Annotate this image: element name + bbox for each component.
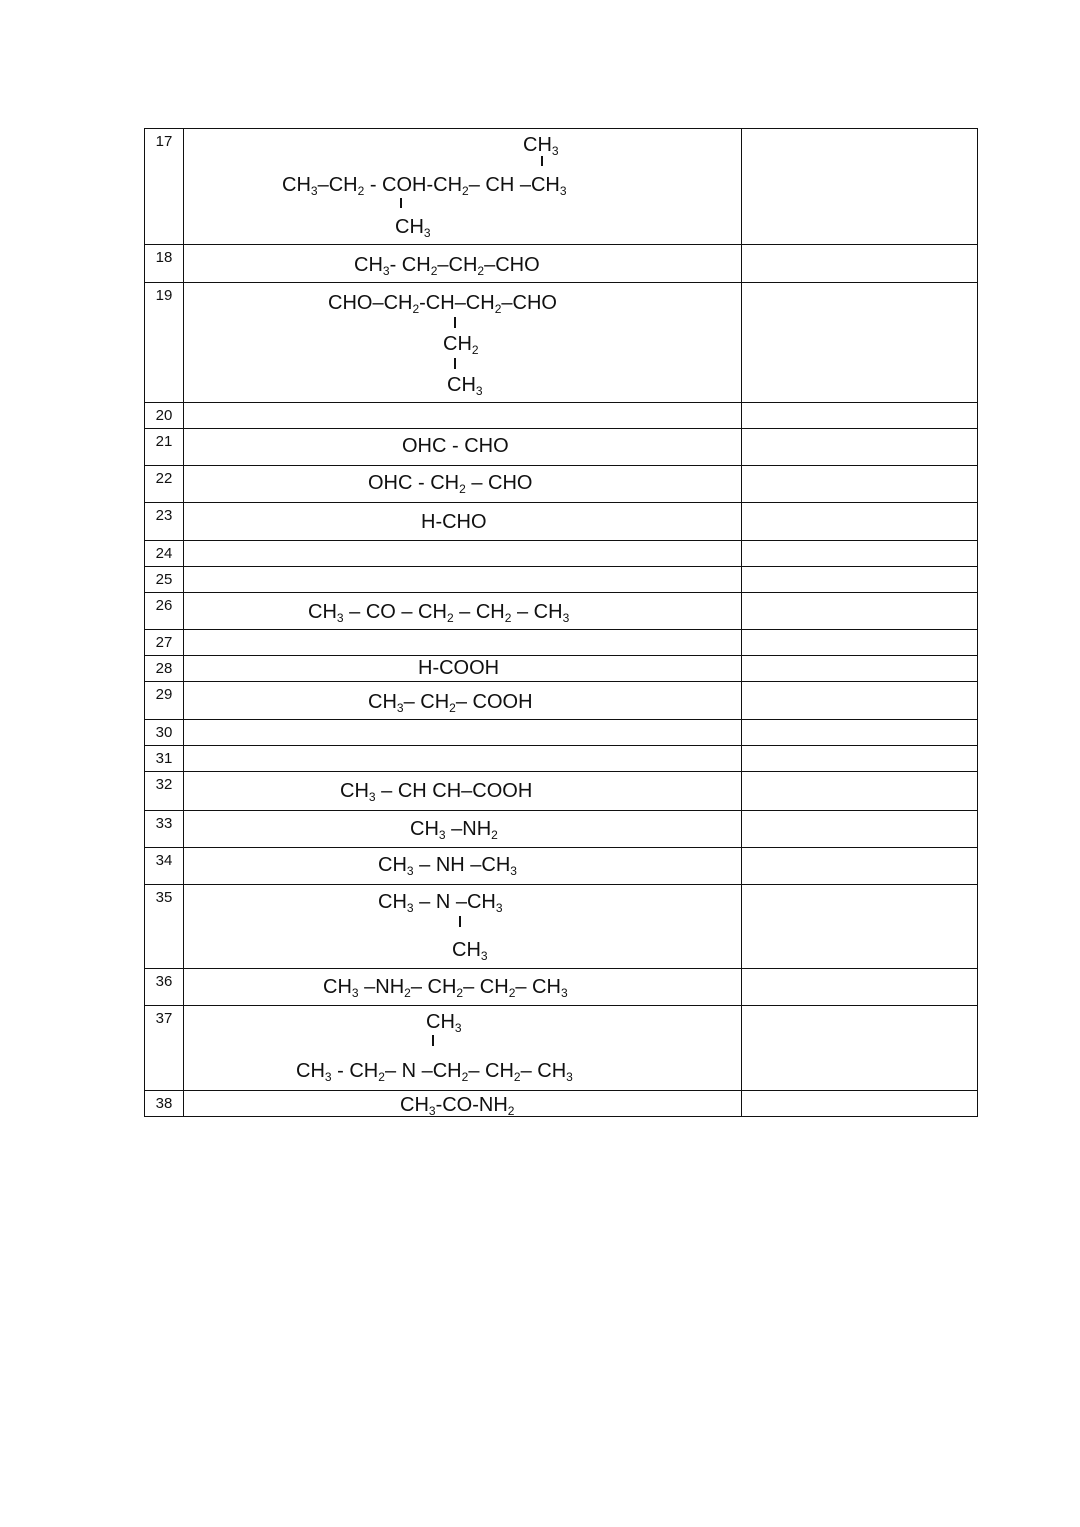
row-border <box>144 592 978 593</box>
formula-line: $CH_3-$ $CH_2-CH_2$–CHO <box>354 254 540 278</box>
row-number: 22 <box>155 470 173 487</box>
formula-line: $CH_3$ $-NH_2$ <box>410 818 498 842</box>
formula-line: $CH_2$ <box>443 333 479 357</box>
formula-line: $CH_3$ <box>447 374 483 398</box>
row-border <box>144 968 978 969</box>
row-number: 31 <box>155 750 173 767</box>
bond-line <box>454 358 456 369</box>
formula-line: $CH_3 - CH_2-$ N $-CH_2-$ $CH_2-$ $CH_3$ <box>296 1060 573 1084</box>
bond-line <box>459 916 461 927</box>
row-border <box>144 884 978 885</box>
row-number: 21 <box>155 433 173 450</box>
formula-line: $CH_3-CO-NH_2$ <box>400 1094 515 1118</box>
row-number: 19 <box>155 287 173 304</box>
row-border <box>144 465 978 466</box>
row-border <box>144 540 978 541</box>
bond-line <box>432 1035 434 1046</box>
row-number: 28 <box>155 660 173 677</box>
row-border <box>144 810 978 811</box>
row-border <box>144 244 978 245</box>
row-border <box>144 719 978 720</box>
row-number: 36 <box>155 973 173 990</box>
row-number: 24 <box>155 545 173 562</box>
row-number: 17 <box>155 133 173 150</box>
formula-line: CHO–$CH_2-CH-CH_2$–CHO <box>328 292 557 316</box>
row-number: 29 <box>155 686 173 703</box>
row-number: 30 <box>155 724 173 741</box>
row-border <box>144 1116 978 1117</box>
row-border <box>144 502 978 503</box>
row-number: 33 <box>155 815 173 832</box>
formula-line: $CH_3$ <box>523 134 559 158</box>
formula-line: $CH_3$ – N $-CH_3$ <box>378 891 503 915</box>
row-border <box>144 655 978 656</box>
row-number: 25 <box>155 571 173 588</box>
row-number: 26 <box>155 597 173 614</box>
bond-line <box>454 317 456 328</box>
formula-line: $CH_3$ – CH CH–COOH <box>340 780 533 804</box>
row-border <box>144 771 978 772</box>
formula-line: OHC - $CH_2$ – CHO <box>368 472 533 496</box>
formula-line: H-CHO <box>421 511 487 533</box>
row-border <box>144 402 978 403</box>
row-border <box>144 566 978 567</box>
formula-line: $CH_3$ $-NH_2-$ $CH_2-$ $CH_2-$ $CH_3$ <box>323 976 568 1000</box>
formula-line: $CH_3-CH_2 - COH-CH_2-$ CH $-CH_3$ <box>282 174 567 198</box>
row-border <box>144 681 978 682</box>
row-number: 27 <box>155 634 173 651</box>
row-border <box>144 282 978 283</box>
bond-line <box>400 198 402 208</box>
formula-line: H-COOH <box>418 657 500 679</box>
row-border <box>144 629 978 630</box>
row-number: 38 <box>155 1095 173 1112</box>
formula-line: OHC - CHO <box>402 435 509 457</box>
formula-line: $CH_3$ <box>452 939 488 963</box>
row-border <box>144 847 978 848</box>
row-number: 18 <box>155 249 173 266</box>
formula-line: $CH_3$ – NH $-CH_3$ <box>378 854 517 878</box>
row-number: 23 <box>155 507 173 524</box>
row-number: 32 <box>155 776 173 793</box>
formula-line: $CH_3$ – CO – $CH_2 - CH_2 - CH_3$ <box>308 601 570 625</box>
compound-table <box>144 128 978 1117</box>
row-number: 35 <box>155 889 173 906</box>
row-number: 34 <box>155 852 173 869</box>
row-border <box>144 1090 978 1091</box>
row-border <box>144 128 978 129</box>
formula-line: $CH_3$ <box>426 1011 462 1035</box>
row-border <box>144 1005 978 1006</box>
bond-line <box>541 156 543 166</box>
formula-line: $CH_3$ <box>395 216 431 240</box>
row-number: 20 <box>155 407 173 424</box>
row-border <box>144 745 978 746</box>
row-border <box>144 428 978 429</box>
row-number: 37 <box>155 1010 173 1027</box>
formula-line: $CH_3-$ $CH_2-$ COOH <box>368 691 533 715</box>
